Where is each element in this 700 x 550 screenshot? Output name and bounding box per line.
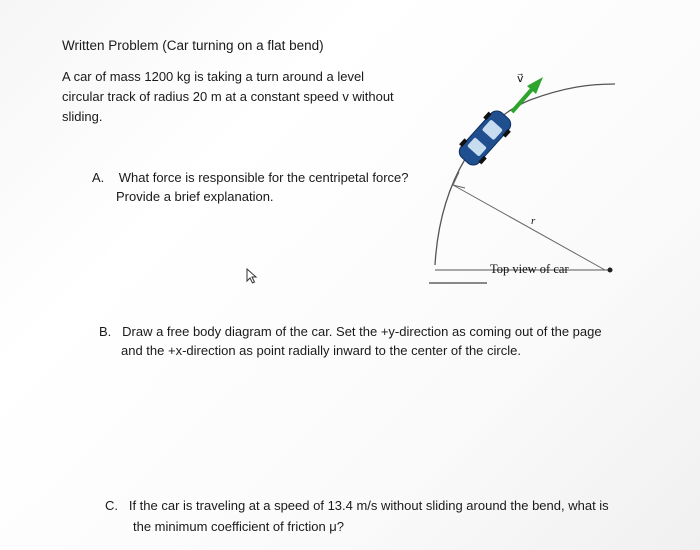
question-c-text: If the car is traveling at a speed of 13.4 m/s without sliding around the bend, what is (128, 498, 609, 513)
diagram-caption: Top view of car (490, 262, 569, 276)
statement-line-2: circular track of radius 20 m at a constant speed v without (62, 89, 394, 104)
question-a-text-line-2: Provide a brief explanation. (116, 189, 274, 204)
velocity-label: v⃗ (517, 73, 524, 85)
question-b-text-line-2: and the +x-direction as point radially inward to the center of the circle. (121, 343, 521, 358)
angle-mark (453, 172, 465, 188)
question-b-label: B. (99, 324, 112, 339)
radius-line (453, 185, 605, 270)
publisher-watermark (429, 282, 487, 284)
question-c (105, 496, 609, 516)
question-a-label: A. (92, 170, 105, 185)
car-icon (454, 106, 516, 171)
mouse-cursor-icon (245, 268, 259, 284)
top-view-diagram (415, 60, 695, 300)
center-point (608, 268, 613, 273)
statement-line-3: sliding. (62, 109, 103, 124)
question-b (99, 322, 602, 342)
question-b-text: Draw a free body diagram of the car. Set the +y-direction as coming out of the page (122, 324, 602, 339)
radius-label: r (531, 215, 536, 227)
question-c-text-line-2: the minimum coefficient of friction μ? (133, 519, 345, 534)
problem-title: Written Problem (Car turning on a flat bend) (62, 38, 324, 53)
question-a-text: What force is responsible for the centripetal force? (118, 170, 409, 185)
statement-line-1: A car of mass 1200 kg is taking a turn around a level (62, 69, 365, 84)
track-arc (435, 84, 615, 265)
question-a (92, 168, 409, 188)
problem-statement (62, 67, 442, 127)
question-c-label: C. (105, 498, 118, 513)
